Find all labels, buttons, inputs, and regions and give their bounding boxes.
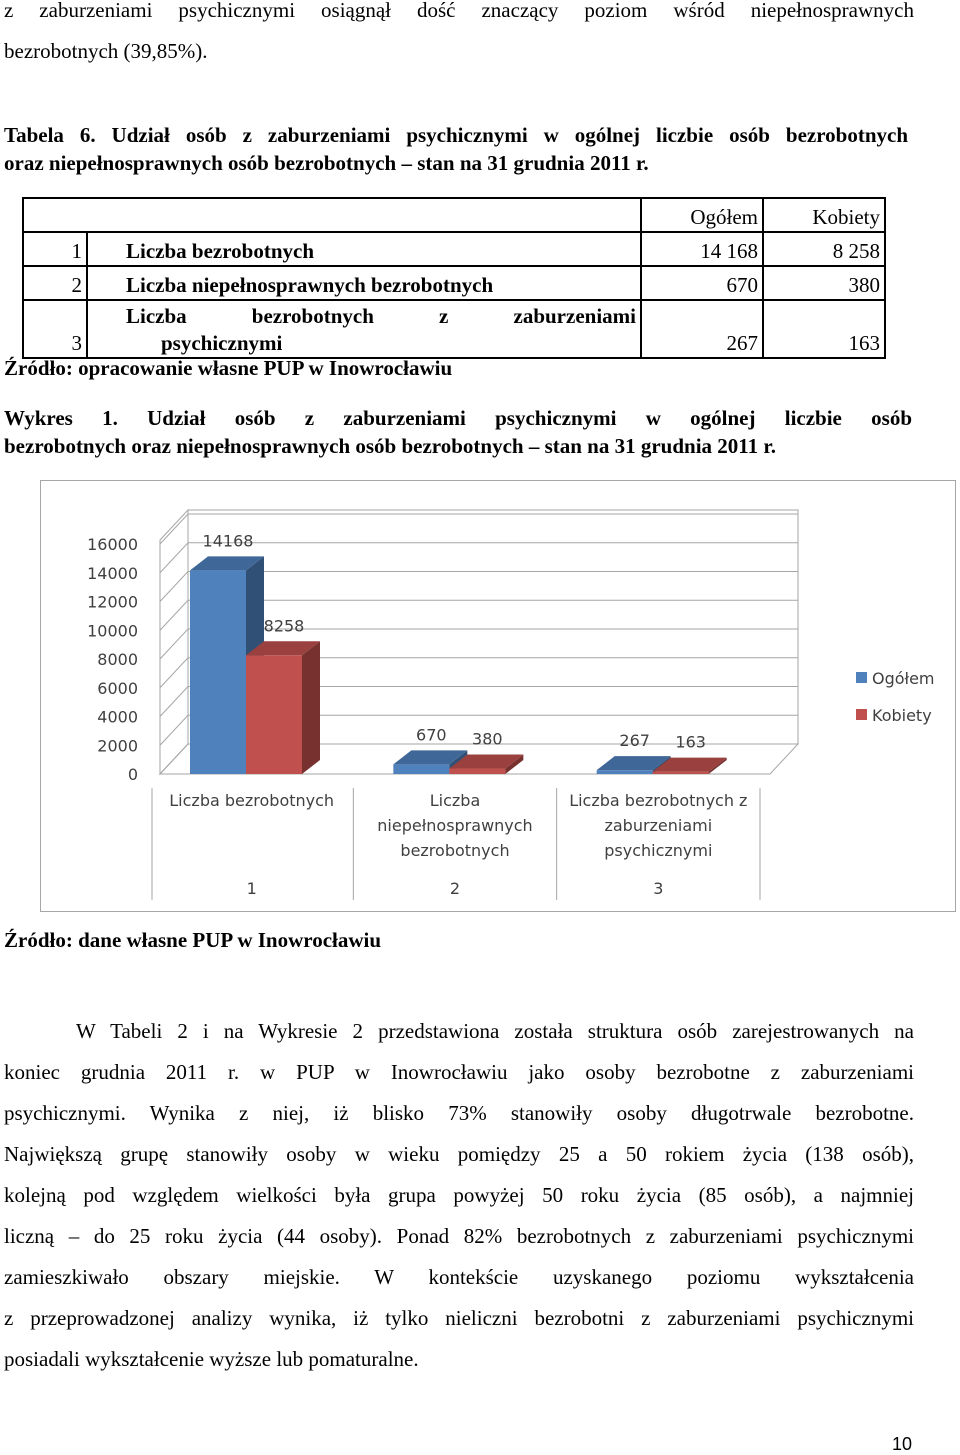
data-label: 8258	[263, 616, 305, 636]
legend-label: Ogółem	[872, 669, 935, 688]
table-row-women: 380	[763, 266, 885, 300]
body-line: z przeprowadzonej analizy wynika, iż tylko nieliczni bezrobotni z zaburzeniami psychicznymi	[4, 1306, 914, 1330]
table-row-label: Liczba niepełnosprawnych bezrobotnych	[87, 266, 641, 300]
bar-front-women	[653, 772, 709, 774]
y-tick-label: 14000	[87, 563, 138, 583]
category-label: Liczba bezrobotnych z zaburzeniami psychicznymi	[569, 791, 748, 860]
category-number: 1	[246, 879, 257, 898]
category-number: 2	[449, 879, 461, 898]
y-tick-label: 0	[127, 765, 138, 784]
data-label: 163	[675, 732, 706, 752]
table-caption-line2: oraz niepełnosprawnych osób bezrobotnych – stan na 31 grudnia 2011 r.	[4, 151, 649, 175]
data-label: 14168	[202, 531, 254, 551]
body-line: liczną – do 25 roku życia (44 osoby). Ponad 82% bezrobotnych z zaburzeniami psychicznymi	[4, 1224, 914, 1248]
table-row-label-line1: Liczba bezrobotnych z zaburzeniami	[126, 304, 636, 328]
bar-front-total	[393, 764, 449, 774]
data-label: 267	[619, 731, 650, 751]
legend-swatch	[856, 672, 867, 683]
body-line: koniec grudnia 2011 r. w PUP w Inowrocławiu jako osoby bezrobotne z zaburzeniami	[4, 1060, 914, 1084]
bar-front-total	[597, 770, 653, 774]
bar-front-women	[449, 769, 505, 774]
paragraph-top-line1: z zaburzeniami psychicznymi osiągnął dość znaczący poziom wśród niepełnosprawnych	[4, 0, 914, 22]
table-row-women: 163	[763, 300, 885, 358]
category-number: 3	[653, 879, 664, 898]
body-line: W Tabeli 2 i na Wykresie 2 przedstawiona została struktura osób zarejestrowanych na	[76, 1019, 914, 1043]
table-caption-line1: Tabela 6. Udział osób z zaburzeniami psychicznymi w ogólnej liczbie osób bezrobotnych	[4, 123, 908, 147]
y-tick-label: 6000	[97, 678, 138, 698]
page-number: 10	[892, 1434, 913, 1454]
category-label: Liczba bezrobotnych	[169, 791, 335, 810]
data-label: 670	[416, 725, 447, 745]
chart-caption-line2: bezrobotnych oraz niepełnosprawnych osób bezrobotnych – stan na 31 grudnia 2011 r.	[4, 434, 777, 458]
legend-swatch	[856, 709, 867, 720]
body-line: posiadali wykształcenie wyższe lub pomaturalne.	[4, 1347, 419, 1371]
paragraph-top-line2: bezrobotnych (39,85%).	[4, 39, 208, 63]
body-paragraph	[4, 1011, 914, 1380]
table-row-index: 3	[23, 300, 87, 358]
body-line: psychicznymi. Wynika z niej, iż blisko 73% stanowiły osoby długotrwale bezrobotne.	[4, 1101, 914, 1125]
table-row-label-line2: psychicznymi	[161, 331, 283, 355]
chart-caption-line1: Wykres 1. Udział osób z zaburzeniami psychicznymi w ogólnej liczbie osób	[4, 406, 912, 430]
y-tick-label: 16000	[87, 535, 138, 554]
table-row-index: 2	[23, 266, 87, 300]
body-line: Największą grupę stanowiły osoby w wieku pomiędzy 25 a 50 rokiem życia (138 osób),	[4, 1142, 914, 1166]
bar-side	[302, 641, 320, 774]
table-row-total: 670	[641, 266, 763, 300]
legend-label: Kobiety	[872, 706, 932, 725]
table-source: Źródło: opracowanie własne PUP w Inowrocławiu	[4, 356, 453, 380]
y-tick-label: 12000	[87, 592, 138, 612]
y-tick-label: 4000	[97, 707, 138, 727]
bar-front-total	[190, 570, 246, 774]
chart-source: Źródło: dane własne PUP w Inowrocławiu	[4, 928, 382, 952]
table-row-women: 8 258	[763, 232, 885, 266]
category-label: Liczba niepełnosprawnych bezrobotnych	[377, 791, 533, 860]
bar-front-women	[246, 655, 302, 774]
y-tick-label: 8000	[97, 650, 138, 669]
table-row-index: 1	[23, 232, 87, 266]
table-header-total: Ogółem	[641, 198, 763, 232]
body-line: zamieszkiwało obszary miejskie. W kontekście uzyskanego poziomu wykształcenia	[4, 1265, 914, 1289]
data-label: 380	[472, 729, 503, 749]
body-line: kolejną pod względem wielkości była grupa powyżej 50 roku życia (85 osób), a najmniej	[4, 1183, 914, 1207]
y-tick-label: 2000	[97, 736, 138, 756]
table-header-women: Kobiety	[763, 198, 885, 232]
table-row-total: 267	[641, 300, 763, 358]
table-row-total: 14 168	[641, 232, 763, 266]
table-row-label: Liczba bezrobotnych	[87, 232, 641, 266]
y-tick-label: 10000	[87, 621, 138, 641]
chart-side-wall	[160, 510, 188, 774]
